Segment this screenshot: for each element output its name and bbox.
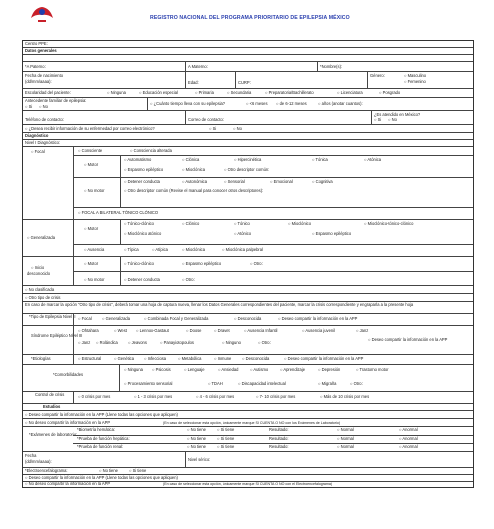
no-motor-type[interactable]: ○ Autonómica [182, 180, 207, 185]
centro-label: Centro PPE: [25, 41, 48, 46]
escolaridad-row [23, 89, 473, 98]
comorbilidad-option[interactable]: ○ Aprendizaje [280, 368, 305, 373]
antecedente-row [23, 98, 473, 111]
cuanto-cell [147, 98, 473, 110]
estudios-heading: Estudios [43, 404, 61, 409]
sindrome-option[interactable]: ○ West [114, 329, 127, 334]
sindrome-option[interactable]: ○ Lennox-Gastaut [136, 329, 169, 334]
sindrome-row [23, 326, 473, 355]
motor-type[interactable]: ○ Otro descriptor común: [224, 168, 269, 173]
blank-row [23, 55, 473, 62]
comorbilidad-option[interactable]: ○ Migraña [318, 382, 336, 387]
etiologias-row [23, 355, 473, 365]
etiologia-option[interactable]: ○ Estructural [78, 357, 101, 362]
comorbilidad-option[interactable]: ○ Ansiedad [218, 368, 238, 373]
desconocido-label: desconocido [27, 271, 50, 276]
otro-tipo-row [23, 294, 473, 302]
comorbilidad-option[interactable]: ○ Depresión [318, 368, 340, 373]
comorbilidades-row [23, 365, 473, 392]
sindrome-option[interactable]: ○ Ninguno [222, 341, 241, 346]
control-option[interactable]: ○ Más de 10 crisis por mes [320, 395, 369, 400]
comorbilidad-option[interactable]: ○ Discapacidad intelectual [238, 382, 286, 387]
hepatica-si-tiene[interactable]: ○ Si tiene [217, 437, 234, 442]
antecedente-no[interactable]: ○ No [39, 105, 48, 110]
eeg-app-option[interactable]: ○ Deseo compartir la información en la APP (Llene todas las opciones que apliquen) [25, 476, 178, 481]
caso-note-row [23, 302, 473, 314]
no-motor-type[interactable]: ○ Cognitiva [312, 180, 333, 185]
page-title: REGISTRO NACIONAL DEL PROGRAMA PRIORITARIO DE EPILEPSIA MÉXICO [150, 15, 350, 21]
motor-type[interactable]: ○ Espasmo epiléptico [124, 168, 163, 173]
etiologia-option[interactable]: ○ Inmune [214, 357, 231, 362]
focal-option[interactable]: ○ Focal [31, 150, 45, 155]
edad-cell[interactable] [185, 72, 238, 88]
gen-motor-type[interactable]: ○ Clónico [182, 222, 199, 227]
tipo-option[interactable]: ○ Desconocida [234, 317, 261, 322]
eeg-si-tiene[interactable]: ○ Si tiene [129, 469, 146, 474]
inicio-motor-type[interactable]: ○ Espasmo epiléptico [182, 262, 221, 267]
hepatica-label: *Prueba de función hepática: [77, 435, 130, 441]
laboratorio-block [23, 427, 473, 452]
motor-type[interactable]: ○ Mioclónica [182, 168, 205, 173]
diagnostico-row [23, 133, 473, 140]
tipo-epilepsia-label: *Tipo de Epilepsia Nivel II [29, 314, 76, 319]
renal-no-tiene[interactable]: ○ No tiene [187, 445, 206, 450]
inicio-no-motor-option[interactable]: ○ No motor [84, 278, 104, 283]
fecha-nac-format: (dd/mm/aaaa): [25, 79, 52, 84]
estudios-no-app-row [23, 419, 473, 427]
gen-motor-type[interactable]: ○ Mioclónico-tónico-clónico [364, 222, 413, 227]
motor-type[interactable]: ○ Hipercinética [234, 158, 261, 163]
hepatica-normal[interactable]: ○ Normal [337, 437, 354, 442]
otro-tipo-option[interactable]: ○ Otro tipo de crisis [25, 296, 60, 301]
etiologia-option[interactable]: ○ Infecciosa [144, 357, 166, 362]
gen-motor-type[interactable]: ○ Espasmo epiléptico [312, 232, 351, 237]
eeg-no-app-note: (En caso de seleccionar esta opción, únicamente marque SI CUENTA O NO con el Electroencefalograma) [163, 482, 333, 487]
fecha-nac-label: Fecha de nacimiento [25, 73, 64, 78]
no-clasificada-row [23, 286, 473, 294]
edad-field: Edad: [188, 80, 199, 85]
antecedente-si[interactable]: ○ Si [25, 105, 32, 110]
focal-block [23, 147, 473, 220]
gen-no-motor-type[interactable]: ○ Mioclónica palpebral [222, 248, 263, 253]
no-motor-type[interactable]: ○ Sensorial [224, 180, 245, 185]
atendido-label: ¿Es atendido en México? [374, 111, 421, 117]
gen-motor-type[interactable]: ○ Tónico [234, 222, 250, 227]
gen-motor-type[interactable]: ○ Tónico-clónico [124, 222, 154, 227]
biometria-resultado: Resultado: [269, 427, 289, 432]
renal-si-tiene[interactable]: ○ Si tiene [217, 445, 234, 450]
control-options [73, 392, 473, 403]
genero-cell [367, 72, 473, 88]
gen-motor-option[interactable]: ○ Motor [84, 227, 98, 232]
biometria-no-tiene[interactable]: ○ No tiene [187, 428, 206, 433]
paterno-field[interactable]: *A Paterno: [25, 64, 46, 69]
etiologia-option[interactable]: ○ Desconocida [242, 357, 269, 362]
esc-option[interactable]: ○ Ninguna [107, 91, 126, 96]
caso-note: En caso de marcar la opción "Otro tipo de crisis", deberá tomar una hoja de captura nueva, llenar los Datos Generales correspondientes del paciente, marcar la crisis correspondiente y engraparla a la presente hoja [25, 302, 414, 307]
generalizada-detail [73, 220, 473, 256]
sindrome-option[interactable]: ○ Ausencia juvenil [302, 329, 335, 334]
comorbilidades-options [119, 365, 473, 391]
diagnostico-heading: Diagnóstico [25, 133, 49, 138]
sindrome-option[interactable]: ○ Panayiotopoulos [160, 341, 194, 346]
correo-cell[interactable] [185, 111, 374, 124]
comorbilidades-label: *Comorbilidades [53, 372, 84, 377]
consciencia-alterada-option[interactable]: ○ Consciencia alterada [130, 149, 172, 154]
etiologia-option[interactable]: ○ Genética [114, 357, 134, 362]
cuanto-option[interactable]: ○ <6 meses [246, 102, 268, 107]
antecedente-label: Antecedente familiar de epilepsia: [25, 98, 87, 103]
contact-row [23, 111, 473, 125]
nivel1-label: Nivel I Diagnóstico: [25, 140, 61, 145]
esc-option[interactable]: ○ Educación especial [139, 91, 178, 96]
ppe-logo-icon [28, 4, 56, 26]
eeg-no-tiene[interactable]: ○ No tiene [99, 469, 118, 474]
examenes-label: *Exámenes de laboratorio: [29, 432, 78, 437]
biometria-normal[interactable]: ○ Normal [337, 428, 354, 433]
nombres-field: *Nombre(s): [320, 64, 343, 69]
etiologias-label: *Etiologías [31, 356, 51, 361]
control-option[interactable]: ○ 1 - 3 crisis por mes [134, 395, 172, 400]
fecha-row [23, 452, 473, 468]
comorbilidad-option[interactable]: ○ Procesamiento sensorial [124, 382, 172, 387]
curp-field: CURP: [238, 80, 251, 85]
gen-no-motor-type[interactable]: ○ Ausencia [84, 248, 104, 253]
estudios-no-app-option[interactable]: ○ No deseo compartir la información en la APP [25, 421, 110, 426]
comorbilidad-option[interactable]: ○ Otro: [350, 382, 363, 387]
materno-cell[interactable] [185, 62, 320, 71]
generalizada-block [23, 220, 473, 257]
gen-motor-type[interactable]: ○ Mioclónico [288, 222, 311, 227]
etiologia-option[interactable]: ○ Metabólica [178, 357, 201, 362]
registration-form [22, 40, 474, 488]
gen-motor-type[interactable]: ○ Atónico [234, 232, 251, 237]
recibir-no[interactable]: ○ No [233, 127, 242, 132]
atendido-cell [371, 111, 473, 124]
no-motor-other[interactable]: ○ Otro descriptor común (Revise el manual para conocer otros descriptores): [124, 189, 263, 194]
comorbilidad-option[interactable]: ○ Trastorno motor [356, 368, 389, 373]
correo-field: Correo de contacto: [188, 117, 224, 122]
nivel-serico-field: Nivel sérico: [188, 457, 211, 462]
hepatica-resultado: Resultado: [269, 435, 289, 441]
tipo-option[interactable]: ○ Combinada Focal y Generalizada [144, 317, 208, 322]
gen-motor-type[interactable]: ○ Mioclónico atónico [124, 232, 161, 237]
comorbilidad-option[interactable]: ○ Lenguaje [184, 368, 204, 373]
nivel-serico-cell[interactable] [185, 452, 473, 467]
eeg-no-app-option[interactable]: ○ No deseo compartir la información en la APP [25, 482, 110, 487]
datos-generales-heading: Datos generales [25, 48, 57, 53]
estudios-row [23, 404, 473, 411]
renal-normal[interactable]: ○ Normal [337, 445, 354, 450]
control-option[interactable]: ○ 4 - 6 crisis por mes [196, 395, 234, 400]
motor-type[interactable]: ○ Atónica [364, 158, 381, 163]
no-clasificada-option[interactable]: ○ No clasificada [25, 288, 54, 293]
control-option[interactable]: ○ 0 crisis por mes [78, 395, 110, 400]
inicio-detail [73, 257, 473, 285]
renal-resultado: Resultado: [269, 443, 289, 449]
control-row [23, 392, 473, 404]
escolaridad-label: Escolaridad del paciente: [25, 90, 71, 95]
inicio-motor-option[interactable]: ○ Motor [84, 262, 98, 267]
birth-row [23, 72, 473, 89]
control-label: Control de crisis [35, 392, 65, 397]
tipo-option[interactable]: ○ Generalizada [102, 317, 130, 322]
sindrome-option[interactable]: ○ Rolándica [96, 341, 118, 346]
sindrome-option[interactable]: ○ Otro: [258, 341, 271, 346]
esc-option[interactable]: ○ Preparatoria/Bachillerato [265, 91, 314, 96]
control-option[interactable]: ○ 7- 10 crisis por mes [256, 395, 295, 400]
sindrome-option[interactable]: ○ Janz [356, 329, 368, 334]
esc-option[interactable]: ○ Secundaria [227, 91, 251, 96]
etiologia-option[interactable]: ○ Deseo compartir la información en la APP [284, 357, 363, 362]
estudios-app-option[interactable]: ○ Deseo compartir la información en la APP (Llene todas las opciones que apliquen) [25, 413, 178, 418]
no-motor-type[interactable]: ○ Emocional [270, 180, 293, 185]
no-motor-type[interactable]: ○ Detener conducta [124, 180, 160, 185]
motor-option[interactable]: ○ Motor [84, 163, 98, 168]
masculino-option[interactable]: ○ Masculino [404, 74, 426, 79]
comorbilidad-option[interactable]: ○ Psicosis [152, 368, 171, 373]
etiologias-options [73, 355, 473, 364]
esc-option[interactable]: ○ Posgrado [379, 91, 400, 96]
telefono-field[interactable]: Teléfono de contacto: [25, 117, 64, 122]
estudios-no-app-note: (En caso de seleccionar esta opción, únicamente marque SI CUENTA O NO con los Exámenes de Laboratorio) [163, 420, 341, 425]
names-row [23, 62, 473, 72]
motor-type[interactable]: ○ Automatismo [124, 158, 151, 163]
generalizada-option[interactable]: ○ Generalizada [27, 236, 55, 241]
motor-type[interactable]: ○ Tónica [312, 158, 328, 163]
sindrome-option[interactable]: ○ Jeavons [128, 341, 147, 346]
esc-option[interactable]: ○ Licenciatura [337, 91, 363, 96]
focal-bilateral-option[interactable]: ○ FOCAL A BILATERAL TÓNICO CLÓNICO [78, 211, 158, 216]
comorbilidad-option[interactable]: ○ TDAH [208, 382, 223, 387]
recibir-si[interactable]: ○ Si [209, 127, 216, 132]
sindrome-option[interactable]: ○ Ohtahara [78, 329, 99, 334]
gen-no-motor-type[interactable]: ○ Típica [124, 248, 139, 253]
sindrome-app-option[interactable]: ○ Deseo compartir la información en la APP [368, 338, 447, 343]
sindrome-option[interactable]: ○ Doose [186, 329, 201, 334]
datos-generales-row [23, 48, 473, 55]
atendido-no[interactable]: ○ No [388, 118, 397, 123]
inicio-option[interactable]: ○ Inicio [31, 266, 44, 271]
hepatica-no-tiene[interactable]: ○ No tiene [187, 437, 206, 442]
motor-type[interactable]: ○ Clónica [182, 158, 199, 163]
atendido-si[interactable]: ○ Si [374, 118, 381, 123]
inicio-motor-type[interactable]: ○ Otro: [250, 262, 263, 267]
sindrome-option[interactable]: ○ Dravet [214, 329, 230, 334]
esc-option[interactable]: ○ Primaria [195, 91, 214, 96]
centro-row [23, 41, 473, 48]
femenino-option[interactable]: ○ Femenino [404, 80, 426, 85]
sindrome-label: Síndrome Epiléptico Nivel III [31, 333, 83, 338]
comorbilidad-option[interactable]: ○ Ninguna [124, 368, 143, 373]
consciente-option[interactable]: ○ Consciente [78, 149, 102, 154]
tipo-option[interactable]: ○ Focal [78, 317, 92, 322]
fecha-label: Fecha [25, 453, 37, 458]
comorbilidad-option[interactable]: ○ Autismo [250, 368, 268, 373]
gen-no-motor-type[interactable]: ○ Mioclónica [182, 248, 205, 253]
recibir-row [23, 125, 473, 133]
curp-cell[interactable] [235, 72, 370, 88]
tipo-epilepsia-row [23, 314, 473, 326]
biometria-si-tiene[interactable]: ○ Si tiene [217, 428, 234, 433]
renal-anormal[interactable]: ○ Anormal [399, 445, 418, 450]
tipo-options [73, 314, 473, 325]
estudios-app-row [23, 411, 473, 419]
cuanto-option[interactable]: ○ de 6-12 meses [276, 102, 307, 107]
inicio-motor-type[interactable]: ○ Tónico-clónico [124, 262, 154, 267]
sindrome-options [73, 326, 473, 354]
biometria-label: *Biometría hemática: [77, 427, 115, 432]
focal-detail [73, 147, 473, 219]
nivel1-row [23, 140, 473, 147]
tipo-option[interactable]: ○ Deseo compartir la información en la APP [278, 317, 357, 322]
eeg-no-app-row [23, 482, 473, 488]
hepatica-anormal[interactable]: ○ Anormal [399, 437, 418, 442]
no-motor-option[interactable]: ○ No motor [84, 189, 104, 194]
inicio-no-motor-type[interactable]: ○ Detener conducta [124, 278, 160, 283]
cuanto-option[interactable]: ○ años (anotar cuantos): [318, 102, 363, 107]
inicio-desconocido-block [23, 257, 473, 286]
nombres-cell[interactable] [317, 62, 473, 71]
materno-field: A Materno: [188, 64, 208, 69]
biometria-anormal[interactable]: ○ Anormal [399, 428, 418, 433]
renal-label: *Prueba de función renal: [77, 443, 124, 449]
fecha-format[interactable]: (dd/mm/aaaa): [25, 459, 52, 464]
lab-tests [73, 427, 473, 451]
inicio-no-motor-type[interactable]: ○ Otro: [182, 278, 195, 283]
cuanto-label: ○ ¿Cuánto tiempo lleva con su epilepsia? [150, 102, 225, 107]
sindrome-option[interactable]: ○ Janz [78, 341, 90, 346]
genero-label: Género: [370, 73, 385, 78]
recibir-label: ○ ¿Desea recibir información de su enfermedad por correo electrónico? [25, 127, 155, 132]
eeg-label: *Electroencefalograma: [25, 468, 68, 473]
sindrome-option[interactable]: ○ Ausencia Infantil [244, 329, 277, 334]
eeg-row [23, 468, 473, 475]
gen-no-motor-type[interactable]: ○ Atípica [152, 248, 168, 253]
